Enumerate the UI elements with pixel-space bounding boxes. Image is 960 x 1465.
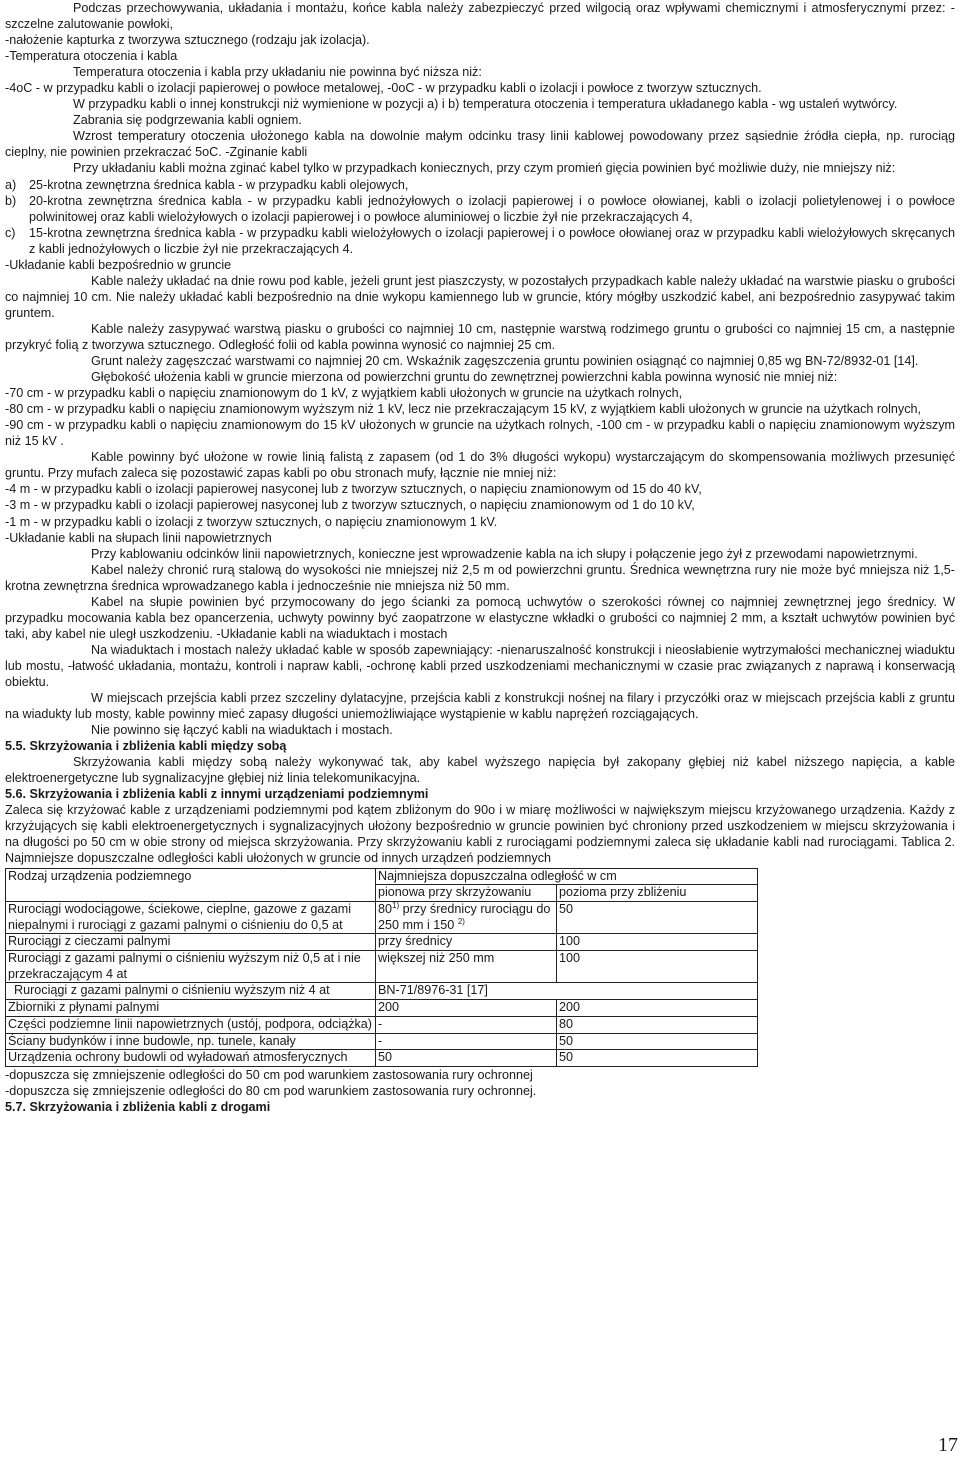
table-cell: Rurociągi z gazami palnymi o ciśnieniu wyższym niż 0,5 at i nie przekraczającym 4 at bbox=[6, 951, 376, 983]
table-cell: większej niż 250 mm bbox=[376, 951, 557, 983]
table-row bbox=[6, 934, 758, 951]
page-content bbox=[5, 0, 955, 1115]
table-row bbox=[6, 983, 758, 1000]
table-cell: 50 bbox=[376, 1050, 557, 1067]
paragraph: -3 m - w przypadku kabli o izolacji papierowej nasyconej lub z tworzyw sztucznych, o napięciu znamionowym od 1 do 10 kV, bbox=[5, 498, 695, 513]
section-5-6-heading: 5.6. Skrzyżowania i zbliżenia kabli z innymi urządzeniami podziemnymi bbox=[5, 787, 429, 802]
table-header-cell: pozioma przy zbliżeniu bbox=[557, 885, 758, 902]
table-cell: Części podziemne linii napowietrznych (ustój, podpora, odciążka) bbox=[6, 1016, 376, 1033]
paragraph: Temperatura otoczenia i kabla przy układaniu nie powinna być niższa niż: bbox=[73, 65, 482, 80]
cell-text: przy średnicy rurociągu do 250 mm i 150 bbox=[378, 901, 551, 932]
table-cell: 100 bbox=[557, 951, 758, 983]
table-cell: Zbiorniki z płynami palnymi bbox=[6, 1000, 376, 1017]
paragraph: W miejscach przejścia kabli przez szczeliny dylatacyjne, przejścia kabli z konstrukcji nośnej na filary i przyczółki oraz w miejscach przejścia kabli z gruntu na wiadukty lub mosty, kable powinny mieć zapasy długości uniemożliwiające wystąpienie w kablu naprężeń rozciągających. bbox=[5, 691, 955, 722]
paragraph: Kabel na słupie powinien być przymocowany do jego ścianki za pomocą uchwytów o szerokości równej co najmniej zewnętrznej jego średnicy. W przypadku mocowania kabla bez opancerzenia, uchwyty powinny być zaopatrzone w elastyczne wkładki o grubości co najmniej 2 mm, a kształt uchwytów powinien być taki, aby kabel nie uległ uszkodzeniu. -Układanie kabli na wiaduktach i mostach bbox=[5, 594, 955, 641]
table-cell: Rurociągi z gazami palnymi o ciśnieniu wyższym niż 4 at bbox=[6, 983, 376, 1000]
list-item-label: c) bbox=[5, 225, 16, 240]
distance-table bbox=[5, 868, 758, 1067]
paragraph: -90 cm - w przypadku kabli o napięciu znamionowym do 15 kV ułożonych w gruncie na użytkach rolnych, -100 cm - w przypadku kabli o napięciu znamionowym wyższym niż 15 kV . bbox=[5, 418, 955, 449]
paragraph: Zabrania się podgrzewania kabli ogniem. bbox=[73, 113, 302, 128]
list-item bbox=[5, 177, 955, 193]
paragraph: -4 m - w przypadku kabli o izolacji papierowej nasyconej lub z tworzyw sztucznych, o napięciu znamionowym od 15 do 40 kV, bbox=[5, 482, 702, 497]
paragraph: Kable należy zasypywać warstwą piasku o grubości co najmniej 10 cm, następnie warstwą rodzimego gruntu o grubości co najmniej 15 cm, a następnie przykryć folią z tworzywa sztucznego. Odległość folii od kabla powinna wynosić co najmniej 25 cm. bbox=[5, 321, 955, 352]
table-cell: Urządzenia ochrony budowli od wyładowań atmosferycznych bbox=[6, 1050, 376, 1067]
list-item bbox=[5, 193, 955, 225]
section-5-5-heading: 5.5. Skrzyżowania i zbliżenia kabli między sobą bbox=[5, 739, 287, 754]
table-row bbox=[6, 1000, 758, 1017]
table-row bbox=[6, 951, 758, 983]
table-cell: 50 bbox=[557, 1050, 758, 1067]
paragraph: Grunt należy zagęszczać warstwami co najmniej 20 cm. Wskaźnik zagęszczenia gruntu powinien osiągnąć co najmniej 0,85 wg BN-72/8932-01 [14]. bbox=[91, 354, 919, 369]
table-cell: - bbox=[376, 1016, 557, 1033]
table-cell: 200 bbox=[557, 1000, 758, 1017]
table-cell: 200 bbox=[376, 1000, 557, 1017]
paragraph: Kabel należy chronić rurą stalową do wysokości nie mniejszej niż 2,5 m od powierzchni gruntu. Średnica wewnętrzna rury nie może być mniejsza niż 1,5-krotna zewnętrzna średnica wprowadzanego kabla i jednocześnie nie mniejsza niż 50 mm. bbox=[5, 562, 955, 593]
list-item bbox=[5, 225, 955, 257]
table-cell: - bbox=[376, 1033, 557, 1050]
table-row bbox=[6, 901, 758, 933]
paragraph: Kable powinny być ułożone w rowie linią falistą z zapasem (od 1 do 3% długości wykopu) wystarczającym do skompensowania możliwych przesunięć gruntu. Przy mufach zaleca się pozostawić zapas kabli po obu stronach mufy, łącznie nie mniej niż: bbox=[5, 450, 955, 481]
list-item-text: 20-krotna zewnętrzna średnica kabla - w przypadku kabli jednożyłowych o izolacji papierowej i o powłoce ołowianej, kabli o izolacji polietylenowej i o powłoce polwinitowej oraz kabli wielożyłowych o izolacji papierowej i o powłoce aluminiowej o liczbie żył nie przekraczających 4, bbox=[29, 193, 955, 224]
paragraph: -4oC - w przypadku kabli o izolacji papierowej o powłoce metalowej, -0oC - w przypadku kabli o izolacji i powłoce z tworzyw sztucznych. bbox=[5, 81, 762, 96]
section-5-5-text: Skrzyżowania kabli między sobą należy wykonywać tak, aby kabel wyższego napięcia był zakopany głębiej niż kabel niższego napięcia, a kable elektroenergetyczne lub sygnalizacyjne głębiej niż linia telekomunikacyjna. bbox=[5, 755, 955, 786]
cell-text: 80 bbox=[378, 901, 393, 916]
paragraph: -Temperatura otoczenia i kabla bbox=[5, 49, 178, 64]
table-cell: 80 bbox=[557, 1016, 758, 1033]
table-note: -dopuszcza się zmniejszenie odległości do 50 cm pod warunkiem zastosowania rury ochronnej bbox=[5, 1067, 533, 1082]
table-cell: BN-71/8976-31 [17] bbox=[376, 983, 758, 1000]
table-note: -dopuszcza się zmniejszenie odległości do 80 cm pod warunkiem zastosowania rury ochronnej. bbox=[5, 1084, 537, 1099]
table-row bbox=[6, 1033, 758, 1050]
table-cell: przy średnicy bbox=[376, 934, 557, 951]
paragraph: Wzrost temperatury otoczenia ułożonego kabla na dowolnie małym odcinku trasy linii kablowej powodowany przez sąsiednie źródła ciepła, np. rurociąg cieplny, nie powinien przekraczać 5oC. -Zginanie kabli bbox=[5, 129, 955, 160]
table-row bbox=[6, 1050, 758, 1067]
paragraph: -Układanie kabli bezpośrednio w gruncie bbox=[5, 257, 232, 272]
table-header-cell: pionowa przy skrzyżowaniu bbox=[376, 885, 557, 902]
paragraph: -80 cm - w przypadku kabli o napięciu znamionowym wyższym niż 1 kV, lecz nie przekraczającym 15 kV, z wyjątkiem kabli ułożonych w gruncie na użytkach rolnych, bbox=[5, 402, 921, 417]
table-row bbox=[6, 1016, 758, 1033]
paragraph: -70 cm - w przypadku kabli o napięciu znamionowym do 1 kV, z wyjątkiem kabli ułożonych w gruncie na użytkach rolnych, bbox=[5, 386, 683, 401]
page-number: 17 bbox=[938, 1434, 958, 1456]
laying-paragraphs bbox=[5, 257, 955, 738]
table-cell bbox=[376, 901, 557, 933]
section-5-6-text: Zaleca się krzyżować kable z urządzeniami podziemnymi pod kątem zbliżonym do 90o i w miarę możliwości w największym miejscu krzyżowanego urządzenia. Każdy z krzyżujących się kabli elektroenergetycznych i sygnalizacyjnych ułożony bezpośrednio w gruncie powinien być chroniony przed uszkodzeniem w miejscu skrzyżowania i na długości po 50 cm w obie strony od miejsca skrzyżowania. Przy skrzyżowaniu kabli z rurociągami podziemnymi zaleca się układanie kabli nad rurociągami. Tablica 2. Najmniejsze dopuszczalne odległości kabli ułożonych w gruncie od innych urządzeń podziemnych bbox=[5, 803, 955, 866]
table-header-cell: Najmniejsza dopuszczalna odległość w cm bbox=[376, 868, 758, 885]
table-cell: 100 bbox=[557, 934, 758, 951]
paragraph: Podczas przechowywania, układania i montażu, końce kabla należy zabezpieczyć przed wilgocią oraz wpływami chemicznymi i atmosferycznymi przez: -szczelne zalutowanie powłoki, bbox=[5, 1, 955, 32]
table-cell: Rurociągi wodociągowe, ściekowe, cieplne, gazowe z gazami niepalnymi i rurociągi z gazami palnymi o ciśnieniu do 0,5 at bbox=[6, 901, 376, 933]
table-header-row bbox=[6, 868, 758, 885]
paragraph: Nie powinno się łączyć kabli na wiaduktach i mostach. bbox=[91, 723, 393, 738]
paragraph: Na wiaduktach i mostach należy układać kable w sposób zapewniający: -nienaruszalność konstrukcji i nieosłabienie wytrzymałości mechanicznej wiaduktu lub mostu, -łatwość układania, montażu, kontroli i napraw kabli, -ochronę kabli przed uszkodzeniami mechanicznymi w czasie prac związanych z naprawą i konserwacją obiektu. bbox=[5, 642, 955, 689]
paragraph: -Układanie kabli na słupach linii napowietrznych bbox=[5, 530, 272, 545]
paragraph: Przy kablowaniu odcinków linii napowietrznych, konieczne jest wprowadzenie kabla na ich słupy i połączenie jego żył z przewodami napowietrznymi. bbox=[91, 546, 918, 561]
paragraph: W przypadku kabli o innej konstrukcji niż wymienione w pozycji a) i b) temperatura otoczenia i temperatura układanego kabla - wg ustaleń wytwórcy. bbox=[73, 97, 898, 112]
table-cell: 50 bbox=[557, 901, 758, 933]
paragraph: Głębokość ułożenia kabli w gruncie mierzona od powierzchni gruntu do zewnętrznej powierzchni kabla powinna wynosić nie mniej niż: bbox=[91, 370, 838, 385]
paragraph: -nałożenie kapturka z tworzywa sztucznego (rodzaju jak izolacja). bbox=[5, 33, 370, 48]
footnote-mark: 2) bbox=[457, 916, 465, 926]
table-cell: Ściany budynków i inne budowle, np. tunele, kanały bbox=[6, 1033, 376, 1050]
paragraph: -1 m - w przypadku kabli o izolacji z tworzyw sztucznych, o napięciu znamionowym 1 kV. bbox=[5, 514, 498, 529]
list-item-label: a) bbox=[5, 177, 17, 192]
bending-radius-list bbox=[5, 177, 955, 257]
list-item-text: 15-krotna zewnętrzna średnica kabla - w przypadku kabli wielożyłowych o izolacji papierowej i o powłoce ołowianej oraz w przypadku kabli wielożyłowych skręcanych z kabli jednożyłowych o liczbie żył nie przekraczających 4. bbox=[29, 225, 955, 256]
paragraph: Przy układaniu kabli można zginać kabel tylko w przypadkach koniecznych, przy czym promień gięcia powinien być możliwie duży, nie mniejszy niż: bbox=[73, 161, 896, 176]
section-5-7-heading: 5.7. Skrzyżowania i zbliżenia kabli z drogami bbox=[5, 1100, 271, 1115]
table-cell: 50 bbox=[557, 1033, 758, 1050]
table-header-cell: Rodzaj urządzenia podziemnego bbox=[6, 868, 376, 901]
list-item-text: 25-krotna zewnętrzna średnica kabla - w przypadku kabli olejowych, bbox=[29, 177, 409, 192]
list-item-label: b) bbox=[5, 193, 17, 208]
intro-paragraphs bbox=[5, 0, 955, 177]
footnote-mark: 1) bbox=[392, 900, 400, 910]
table-cell: Rurociągi z cieczami palnymi bbox=[6, 934, 376, 951]
paragraph: Kable należy układać na dnie rowu pod kable, jeżeli grunt jest piaszczysty, w pozostałych przypadkach kable należy układać na warstwie piasku o grubości co najmniej 10 cm. Nie należy układać kabli bezpośrednio na dnie wykopu kamiennego lub w gruncie, który mógłby uszkodzić kabel, ani bezpośrednio zasypywać takim gruntem. bbox=[5, 273, 955, 320]
